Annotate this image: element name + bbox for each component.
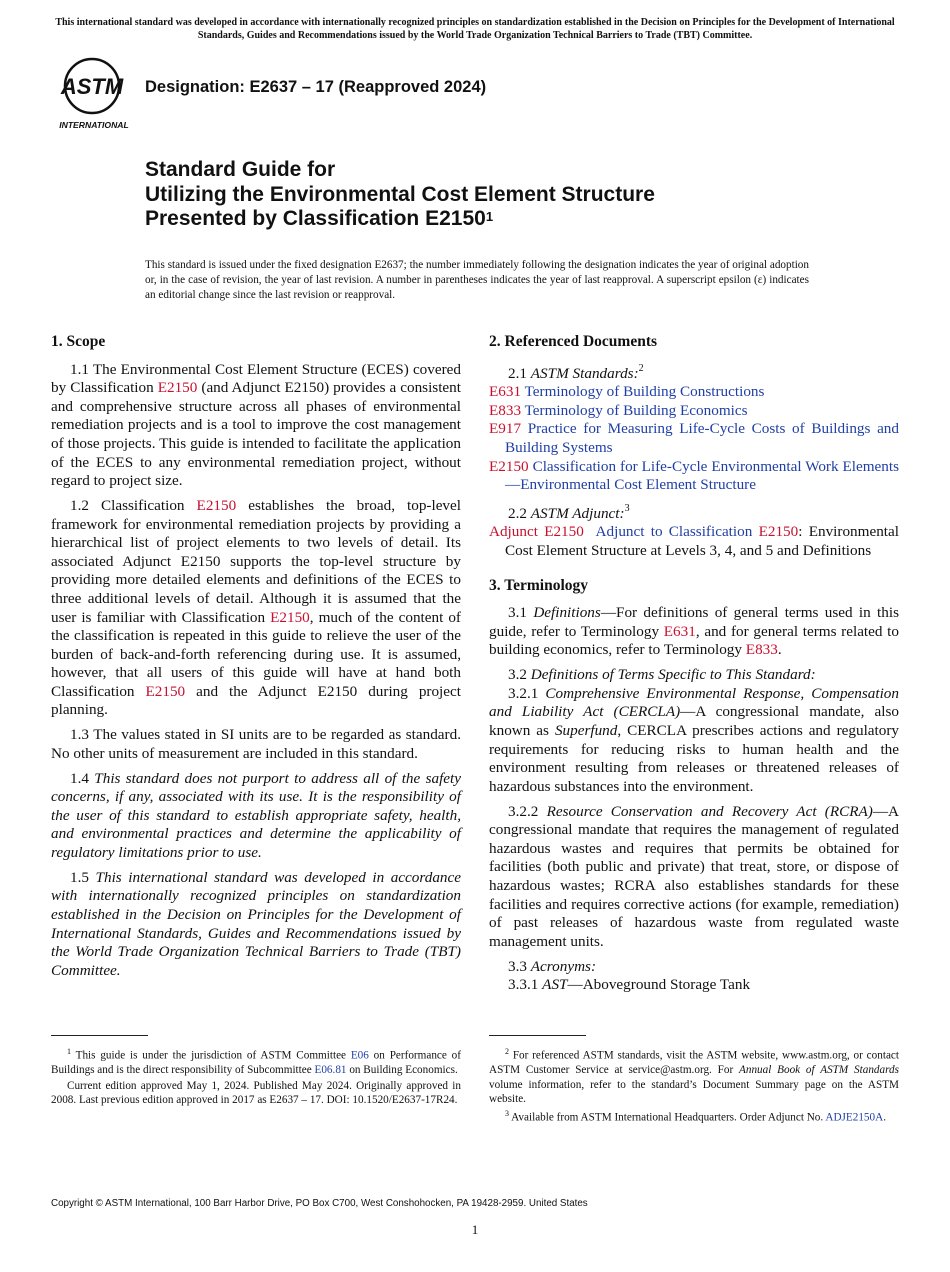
footnote-3: $^3$ Available from ASTM International Headquarters. Order Adjunct No. ADJE2150A. xyxy=(505,1109,886,1125)
designation: Designation: E2637 – 17 (Reapproved 2024) xyxy=(145,78,487,96)
ref-item xyxy=(489,420,899,457)
term-3-3-1: 3.3.1 AST—Aboveground Storage Tank xyxy=(508,976,751,994)
page-number: 1 xyxy=(471,1222,479,1237)
scope-1-2: 1.2 Classification E2150 establishes the broad, top-level framework for environmental remediation projects by providing a hierarchical list of project elements to two levels of detail. Its associated Adjunct E2150 supports the top-level structure by providing more detailed elements and definitions of the ECES to three additional levels of detail. Although it is assumed that the user is familiar with Classification E2150, much of the content of the classification is repeated in this guide to relieve the user of the burden of back-and-forth referencing during use. It is assumed, however, that all users of this guide will have at hand both Classification E2150 and the Adjunct E2150 during project planning. xyxy=(51,496,461,719)
footnote-2: $^2$ For referenced ASTM standards, visit the ASTM website, www.astm.org, or contact ASTM Customer Service at service@astm.org. For Annual Book of ASTM Standards volume information, refer to the standard’s Document Summary page on the ASTM website. xyxy=(489,1047,899,1105)
ref-title-link[interactable]: Practice for Measuring Life-Cycle Costs of Buildings and Building Systems xyxy=(505,420,899,457)
ref-item xyxy=(489,458,899,495)
link-e631[interactable]: E631 xyxy=(663,622,696,640)
term-3-3: 3.3 Acronyms: xyxy=(508,957,597,975)
link-e06-81[interactable]: E06.81 xyxy=(314,1064,347,1077)
title-footnote-mark: 1 xyxy=(485,209,494,224)
link-e2150[interactable]: E2150 xyxy=(758,523,799,541)
logo-text: ASTM xyxy=(60,74,124,99)
link-e2150[interactable]: E2150 xyxy=(145,682,186,700)
footnote-rule-right xyxy=(489,1035,586,1036)
link-adje2150a[interactable]: ADJE2150A xyxy=(825,1112,884,1125)
title-line-1: Standard Guide for xyxy=(145,158,336,181)
footnote-1-edition: Current edition approved May 1, 2024. Published May 2024. Originally approved in 2008. Last previous edition approved in 2017 as E2637 – 17. DOI: 10.1520/E2637-17R24. xyxy=(51,1079,461,1106)
referenced-heading: 2. Referenced Documents xyxy=(489,333,658,350)
adjunct-item: Adjunct E2150 Adjunct to Classification E2150: Environmental Cost Element Structure at Levels 3, 4, and 5 and Definitions xyxy=(489,523,899,560)
link-e833[interactable]: E833 xyxy=(745,641,778,659)
term-3-1: 3.1 Definitions—For definitions of general terms used in this guide, refer to Terminology E631, and for general terms related to building economics, refer to Terminology E833. xyxy=(489,604,899,659)
term-3-2-2: 3.2.2 Resource Conservation and Recovery Act (RCRA)—A congressional mandate that requires the management of regulated hazardous wastes and requires that permits be obtained for facilities (both public and private) that treat, store, or dispose of hazardous wastes; RCRA also establishes standards for these facilities and requires corrective actions (for example, remediation) of past releases of hazardous waste from regulated waste management units. xyxy=(489,802,900,950)
ref-2-2: 2.2 ASTM Adjunct:$^3$ xyxy=(508,502,630,522)
astm-logo xyxy=(52,56,136,132)
ref-item xyxy=(489,402,899,421)
ref-code-link[interactable]: E833 xyxy=(489,401,522,419)
footnotes-left xyxy=(51,1045,461,1108)
ref-code-link[interactable]: E917 xyxy=(489,420,522,438)
ref-2-1: 2.1 ASTM Standards:$^2$ xyxy=(508,362,644,382)
logo-subtext: INTERNATIONAL xyxy=(59,120,129,130)
ref-title-link[interactable]: Terminology of Building Economics xyxy=(524,401,748,419)
tbt-notice: This international standard was developed in accordance with internationally recognized principles on standardization established in the Decision on Principles for the Development of International Standards, Guides and Recommendations issued by the World Trade Organization Technical Barriers to Trade (TBT) Committee. xyxy=(55,17,895,41)
scope-heading: 1. Scope xyxy=(51,333,106,350)
link-e2150[interactable]: E2150 xyxy=(270,608,310,626)
left-column xyxy=(51,333,461,987)
footnotes-right xyxy=(489,1045,899,1127)
right-column xyxy=(489,333,899,1001)
copyright: Copyright © ASTM International, 100 Barr Harbor Drive, PO Box C700, West Conshohocken, PA 19428-2959. United States xyxy=(51,1198,588,1209)
link-e2150[interactable]: E2150 xyxy=(157,379,198,397)
ref-code-link[interactable]: E631 xyxy=(489,383,522,401)
scope-1-1: 1.1 The Environmental Cost Element Structure (ECES) covered by Classification E2150 (and Adjunct E2150) provides a consistent and comprehensive structure across all phases of environmental remediation projects and is a tool to improve the cost management of those projects. This guide is intended to facilitate the application of the ECES to any environmental remediation project, without regard to project size. xyxy=(51,360,461,490)
link-e2150[interactable]: E2150 xyxy=(196,496,237,514)
ref-title-link[interactable]: Terminology of Building Constructions xyxy=(524,383,765,401)
scope-1-4: 1.4 This standard does not purport to address all of the safety concerns, if any, associated with its use. It is the responsibility of the user of this standard to establish appropriate safety, health, and environmental practices and determine the applicability of regulatory limitations prior to use. xyxy=(51,769,461,861)
link-e06[interactable]: E06 xyxy=(350,1049,369,1062)
footnote-1: $^1$ This guide is under the jurisdiction of ASTM Committee E06 on Performance of Buildings and is the direct responsibility of Subcommittee E06.81 on Building Economics. xyxy=(51,1047,461,1077)
adjunct-title-link[interactable]: Adjunct to Classification xyxy=(595,523,759,541)
ref-code-link[interactable]: E2150 xyxy=(489,457,529,475)
title-line-3: Presented by Classification E2150$^1$ xyxy=(145,207,494,230)
term-3-2-1: 3.2.1 Comprehensive Environmental Response, Compensation and Liability Act (CERCLA)—A congressional mandate, also known as Superfund, CERCLA prescribes actions and regulatory requirements for reducing risks to human health and the environment resulting from releases or threatened releases of hazardous substances into the environment. xyxy=(489,684,900,795)
footnote-rule-left xyxy=(51,1035,148,1036)
adjunct-code-link[interactable]: Adjunct E2150 xyxy=(489,523,584,541)
term-3-2: 3.2 Definitions of Terms Specific to This Standard: xyxy=(508,666,816,684)
ref-item xyxy=(489,383,899,402)
scope-1-3: 1.3 The values stated in SI units are to be regarded as standard. No other units of measurement are included in this standard. xyxy=(51,726,461,762)
ref-title-link[interactable]: Classification for Life-Cycle Environmental Work Elements—Environmental Cost Element Structure xyxy=(505,457,899,494)
title-line-2: Utilizing the Environmental Cost Element Structure xyxy=(145,182,655,206)
issue-note: This standard is issued under the fixed designation E2637; the number immediately following the designation indicates the year of original adoption or, in the case of revision, the year of last revision. A number in parentheses indicates the year of last reapproval. A superscript epsilon (ε) indicates an editorial change since the last revision or reapproval. xyxy=(145,259,809,301)
terminology-heading: 3. Terminology xyxy=(489,576,589,594)
scope-1-5: 1.5 This international standard was developed in accordance with internationally recognized principles on standardization established in the Decision on Principles for the Development of International Standards, Guides and Recommendations issued by the World Trade Organization Technical Barriers to Trade (TBT) Committee. xyxy=(51,868,461,979)
document-title xyxy=(145,158,845,232)
